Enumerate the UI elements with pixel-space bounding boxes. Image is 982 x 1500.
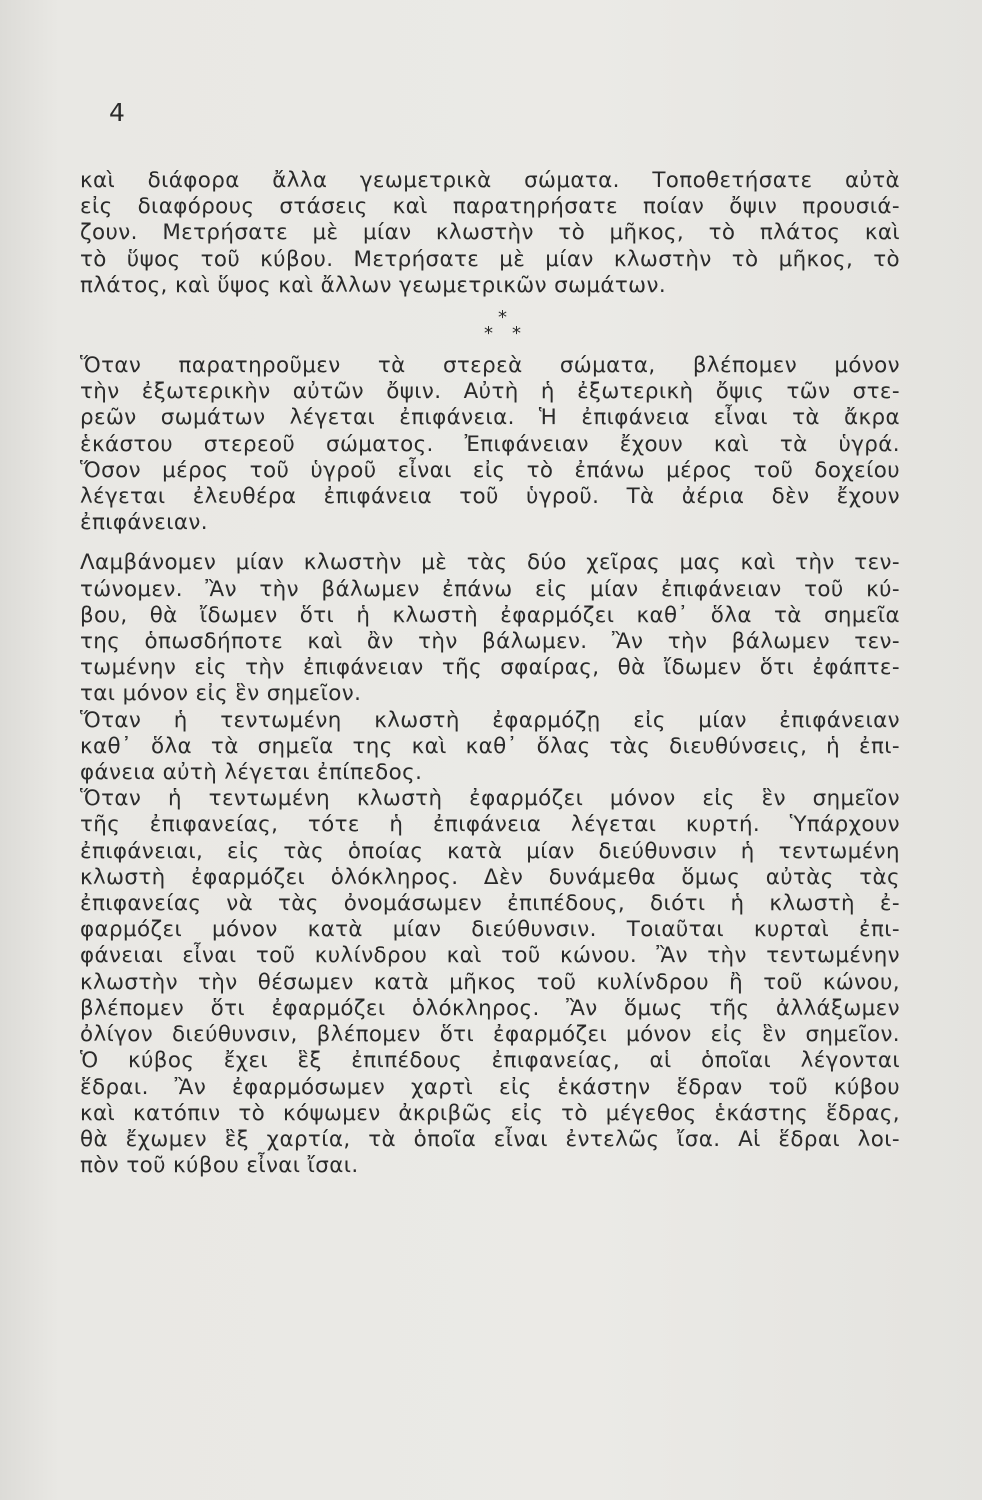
text-line: ἐπιφανείας νὰ τὰς ὀνομάσωμεν ἐπιπέδους, διότι ἡ κλωστὴ ἐ- — [80, 891, 900, 917]
text-line: Ὅταν ἡ τεντωμένη κλωστὴ ἐφαρμόζει μόνον εἰς ἓν σημεῖον — [80, 786, 900, 812]
text-line: θὰ ἔχωμεν ἓξ χαρτία, τὰ ὁποῖα εἶναι ἐντελῶς ἴσα. Αἱ ἕδραι λοι- — [80, 1126, 900, 1152]
text-line: Λαμβάνομεν μίαν κλωστὴν μὲ τὰς δύο χεῖρας μας καὶ τὴν τεν- — [80, 550, 900, 576]
text-line: βου, θὰ ἴδωμεν ὅτι ἡ κλωστὴ ἐφαρμόζει καθ᾽ ὅλα τὰ σημεῖα — [80, 602, 900, 628]
text-line: τῆς ἐπιφανείας, τότε ἡ ἐπιφάνεια λέγεται κυρτή. Ὑπάρχουν — [80, 812, 900, 838]
page-number: 4 — [109, 98, 125, 127]
text-line: φαρμόζει μόνον κατὰ μίαν διεύθυνσιν. Τοιαῦται κυρταὶ ἐπι- — [80, 917, 900, 943]
text-line: φάνεια αὐτὴ λέγεται ἐπίπεδος. — [80, 760, 423, 786]
text-line: τωμένην εἰς τὴν ἐπιφάνειαν τῆς σφαίρας, θὰ ἴδωμεν ὅτι ἐφάπτε- — [80, 655, 900, 681]
text-line: καὶ κατόπιν τὸ κόψωμεν ἀκριβῶς εἰς τὸ μέγεθος ἑκάστης ἕδρας, — [80, 1100, 900, 1126]
text-line: τὴν ἐξωτερικὴν αὐτῶν ὄψιν. Αὐτὴ ἡ ἐξωτερικὴ ὄψις τῶν στε- — [80, 379, 900, 405]
text-line: καὶ διάφορα ἄλλα γεωμετρικὰ σώματα. Τοποθετήσατε αὐτὰ — [80, 168, 900, 193]
text-line: πὸν τοῦ κύβου εἶναι ἴσαι. — [80, 1153, 359, 1179]
body-text — [80, 168, 900, 1179]
paragraph-2 — [80, 353, 900, 536]
text-line: κλωστὴ ἐφαρμόζει ὁλόκληρος. Δὲν δυνάμεθα ὅμως αὐτὰς τὰς — [80, 864, 900, 890]
paragraph-spacer — [80, 536, 900, 550]
text-line: πλάτος, καὶ ὕψος καὶ ἄλλων γεωμετρικῶν σωμάτων. — [80, 272, 667, 298]
paragraph-3 — [80, 550, 900, 1179]
text-line: ἐπιφάνειαι, εἰς τὰς ὁποίας κατὰ μίαν διεύθυνσιν ἡ τεντωμένη — [80, 838, 900, 864]
asterisk: * — [484, 323, 493, 345]
paragraph-1 — [80, 168, 900, 299]
text-line: ἑκάστου στερεοῦ σώματος. Ἐπιφάνειαν ἔχουν καὶ τὰ ὑγρά. — [80, 431, 900, 457]
text-line: βλέπομεν ὅτι ἐφαρμόζει ὁλόκληρος. Ἂν ὅμως τῆς ἀλλάξωμεν — [80, 995, 900, 1021]
text-line: της ὁπωσδήποτε καὶ ἂν τὴν βάλωμεν. Ἂν τὴν βάλωμεν τεν- — [80, 629, 900, 655]
text-line: Ὅταν παρατηροῦμεν τὰ στερεὰ σώματα, βλέπομεν μόνον — [80, 353, 900, 379]
text-line: Ὅσον μέρος τοῦ ὑγροῦ εἶναι εἰς τὸ ἐπάνω μέρος τοῦ δοχείου — [80, 457, 900, 483]
asterisk: * — [498, 307, 507, 329]
text-line: εἰς διαφόρους στάσεις καὶ παρατηρήσατε ποίαν ὄψιν προυσιά- — [80, 194, 900, 220]
text-line: ἐπιφάνειαν. — [80, 510, 208, 536]
text-line: καθ᾽ ὅλα τὰ σημεῖα της καὶ καθ᾽ ὅλας τὰς διευθύνσεις, ἡ ἐπι- — [80, 733, 900, 759]
text-line: Ὁ κύβος ἔχει ἓξ ἐπιπέδους ἐπιφανείας, αἱ ὁποῖαι λέγονται — [80, 1048, 900, 1074]
asterism-divider — [80, 303, 900, 351]
text-line: ἕδραι. Ἂν ἐφαρμόσωμεν χαρτὶ εἰς ἑκάστην ἕδραν τοῦ κύβου — [80, 1074, 900, 1100]
text-line: Ὅταν ἡ τεντωμένη κλωστὴ ἐφαρμόζῃ εἰς μίαν ἐπιφάνειαν — [80, 707, 900, 733]
text-line: λέγεται ἐλευθέρα ἐπιφάνεια τοῦ ὑγροῦ. Τὰ ἀέρια δὲν ἔχουν — [80, 484, 900, 510]
text-line: ται μόνον εἰς ἓν σημεῖον. — [80, 681, 362, 707]
text-line: φάνειαι εἶναι τοῦ κυλίνδρου καὶ τοῦ κώνου. Ἂν τὴν τεντωμένην — [80, 943, 900, 969]
text-line: ζουν. Μετρήσατε μὲ μίαν κλωστὴν τὸ μῆκος, τὸ πλάτος καὶ — [80, 220, 900, 246]
text-line: τὸ ὕψος τοῦ κύβου. Μετρήσατε μὲ μίαν κλωστὴν τὸ μῆκος, τὸ — [80, 246, 900, 272]
text-line: ρεῶν σωμάτων λέγεται ἐπιφάνεια. Ἡ ἐπιφάνεια εἶναι τὰ ἄκρα — [80, 405, 900, 431]
asterisk: * — [512, 323, 521, 345]
text-line: κλωστὴν τὴν θέσωμεν κατὰ μῆκος τοῦ κυλίνδρου ἢ τοῦ κώνου, — [80, 969, 900, 995]
text-line: τώνομεν. Ἂν τὴν βάλωμεν ἐπάνω εἰς μίαν ἐπιφάνειαν τοῦ κύ- — [80, 576, 900, 602]
text-line: ὀλίγον διεύθυνσιν, βλέπομεν ὅτι ἐφαρμόζει μόνον εἰς ἓν σημεῖον. — [80, 1022, 900, 1048]
